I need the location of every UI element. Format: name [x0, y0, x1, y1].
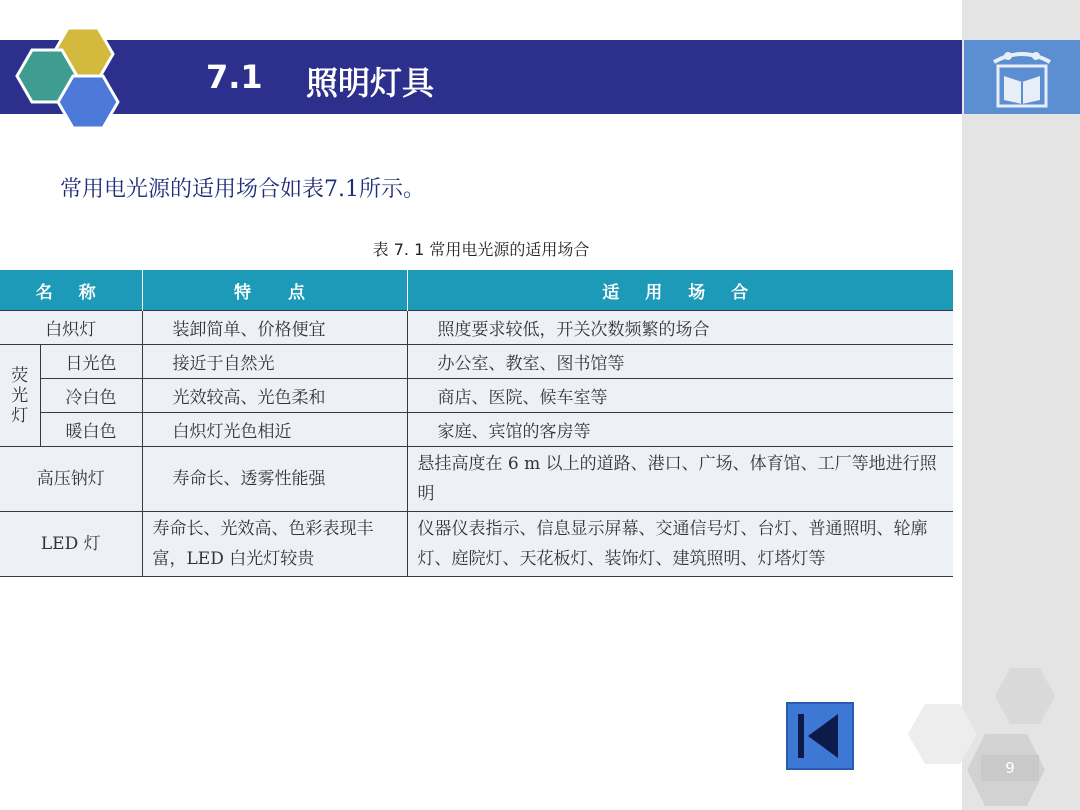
back-to-first-icon — [788, 704, 852, 768]
table-row — [0, 512, 953, 577]
table-row — [0, 311, 953, 345]
fluorescent-group-label: 荧光灯 — [0, 345, 40, 447]
table-row — [0, 413, 953, 447]
cell-usage: 家庭、宾馆的客房等 — [407, 413, 953, 447]
university-emblem-icon — [964, 40, 1080, 114]
table-row — [0, 345, 953, 379]
cell-feature: 白炽灯光色相近 — [142, 413, 407, 447]
header-usage: 适 用 场 合 — [407, 270, 953, 311]
cell-usage: 照度要求较低，开关次数频繁的场合 — [407, 311, 953, 345]
cell-usage: 悬挂高度在 6 m 以上的道路、港口、广场、体育馆、工厂等地进行照明 — [407, 447, 953, 512]
title-bar — [0, 40, 962, 114]
table-row — [0, 379, 953, 413]
page-number: 9 — [981, 755, 1039, 781]
cell-feature: 接近于自然光 — [142, 345, 407, 379]
cell-feature: 寿命长、光效高、色彩表现丰富，LED 白光灯较贵 — [142, 512, 407, 577]
hexagon-logo-icon — [0, 20, 130, 132]
cell-usage: 商店、医院、候车室等 — [407, 379, 953, 413]
cell-name: 日光色 — [40, 345, 142, 379]
light-source-table — [0, 270, 953, 577]
cell-name: 白炽灯 — [0, 311, 142, 345]
cell-feature: 装卸简单、价格便宜 — [142, 311, 407, 345]
cell-name: LED 灯 — [0, 512, 142, 577]
cell-name: 暖白色 — [40, 413, 142, 447]
table-caption: 表 7. 1 常用电光源的适用场合 — [372, 240, 590, 259]
back-to-first-button[interactable] — [786, 702, 854, 770]
background-hexagons — [905, 660, 1080, 810]
cell-usage: 仪器仪表指示、信息显示屏幕、交通信号灯、台灯、普通照明、轮廓灯、庭院灯、天花板灯、装饰灯、建筑照明、灯塔灯等 — [407, 512, 953, 577]
cell-name: 冷白色 — [40, 379, 142, 413]
table-header-row — [0, 270, 953, 311]
table-row — [0, 447, 953, 512]
header-name: 名 称 — [0, 270, 142, 311]
header-feature: 特 点 — [142, 270, 407, 311]
page-title: 照明灯具 — [306, 64, 435, 102]
emblem-box — [964, 40, 1080, 114]
intro-text: 常用电光源的适用场合如表7.1所示。 — [60, 177, 425, 202]
cell-name: 高压钠灯 — [0, 447, 142, 512]
cell-feature: 光效较高、光色柔和 — [142, 379, 407, 413]
cell-feature: 寿命长、透雾性能强 — [142, 447, 407, 512]
section-number: 7.1 — [206, 58, 263, 96]
cell-usage: 办公室、教室、图书馆等 — [407, 345, 953, 379]
